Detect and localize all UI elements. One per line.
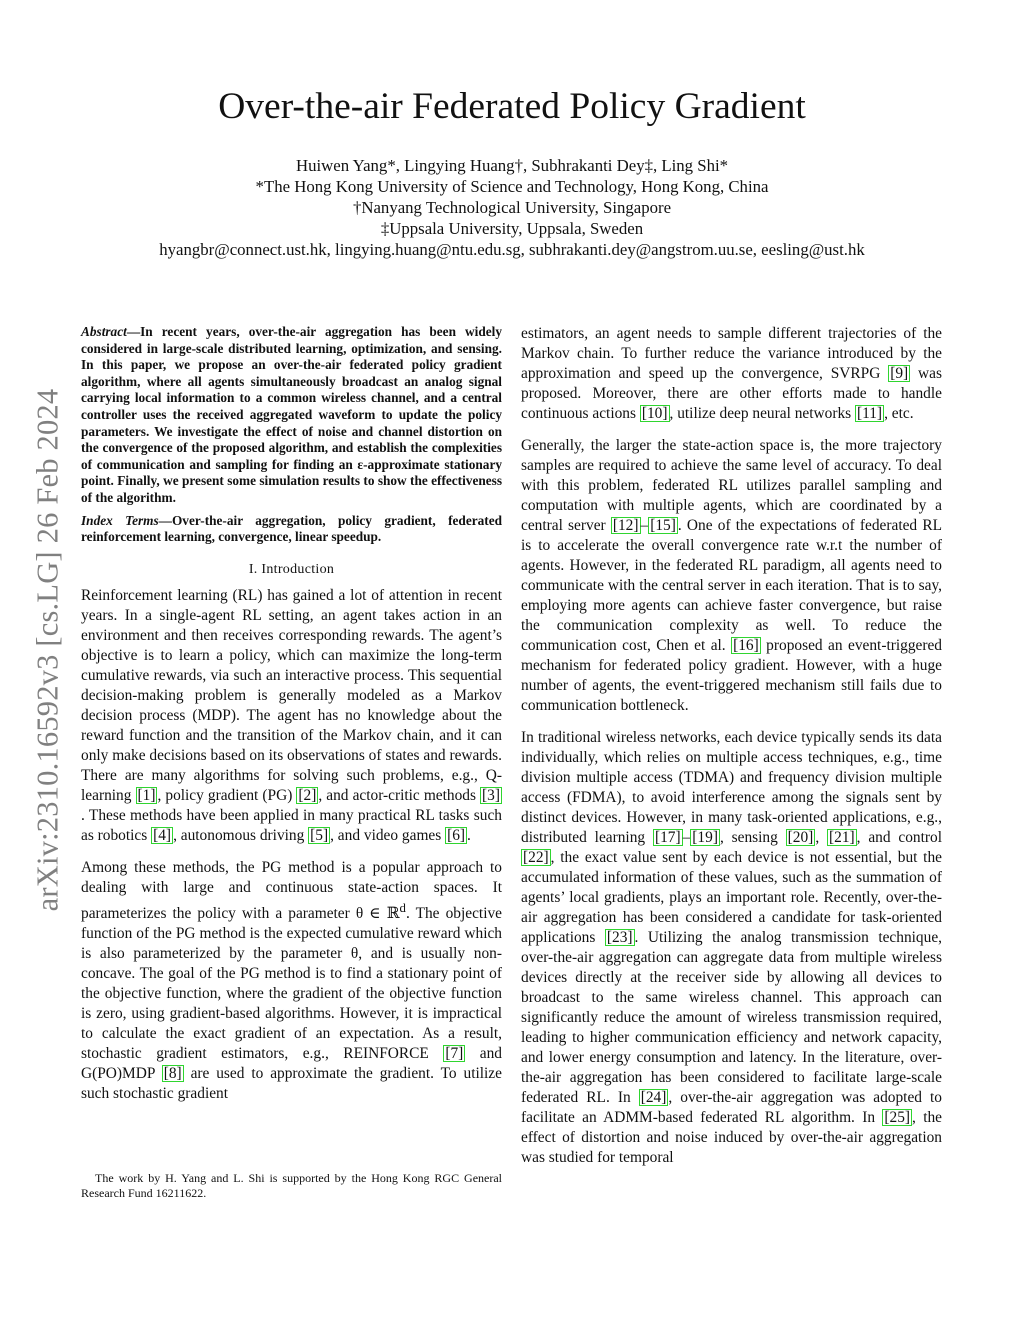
intro-paragraph-4	[521, 436, 942, 716]
citation-link[interactable]: [17]	[654, 829, 681, 846]
text-run: , and video games	[330, 826, 446, 844]
text-run: , the exact value sent by each device is not essential, but the accumulated information of these values, such as the summation of agents’ local gradients, plays an important role. Recently, over-the-air aggregation has been considered a candidate for task-oriented applications	[521, 849, 942, 946]
right-column	[521, 324, 942, 1180]
citation-link[interactable]: [2]	[298, 786, 317, 804]
abstract-text: —In recent years, over-the-air aggregation has been widely considered in large-scale distributed learning, optimization, and sensing. In this paper, we propose an over-the-air federated policy gradient algorithm, where all agents simultaneously broadcast an analog signal carrying local information to a common wireless channel, and a central controller uses the received aggregated waveform to update the policy parameters. We investigate the effect of noise and channel distortion on the convergence of the proposed algorithm, and establish the complexities of communication and sampling for finding an ε-approximate stationary point. Finally, we present some simulation results to show the effectiveness of the algorithm.	[81, 324, 502, 505]
citation-link[interactable]: [5]	[310, 826, 329, 844]
footnote: The work by H. Yang and L. Shi is supported by the Hong Kong RGC General Research Fund 16211622.	[81, 1171, 502, 1200]
arxiv-identifier-stamp	[28, 355, 68, 945]
text-run: , policy gradient (PG)	[157, 786, 297, 804]
text-run: ,	[815, 829, 827, 846]
citation-link[interactable]: [4]	[153, 826, 172, 844]
text-run: .	[467, 826, 471, 844]
intro-paragraph-1	[81, 586, 502, 846]
abstract-label: Abstract	[81, 324, 127, 339]
citation-link[interactable]: [11]	[856, 405, 883, 422]
citation-link[interactable]: [15]	[650, 517, 676, 534]
citation-link[interactable]: [20]	[787, 829, 814, 846]
affiliation-uppsala: ‡Uppsala University, Uppsala, Sweden	[380, 219, 644, 238]
citation-link[interactable]: [16]	[733, 637, 759, 654]
text-run: was proposed. Moreover, there are other efforts made to handle continuous actions	[521, 365, 942, 422]
citation-link[interactable]: [10]	[641, 405, 668, 422]
text-run: Among these methods, the PG method is a popular approach to dealing with large and continuous state-action spaces. It parameterizes the policy with a parameter θ ∈ ℝ	[81, 858, 502, 922]
text-run: , sensing	[719, 829, 786, 846]
text-run: In traditional wireless networks, each device typically sends its data individually, which relies on multiple access techniques, e.g., time division multiple access (TDMA) and frequency division multiple access (FDMA), to avoid interference among the signals sent by distinct devices. However, in many task-oriented applications, e.g., distributed learning	[521, 729, 942, 846]
superscript-d: d	[399, 900, 406, 915]
text-run: , the effect of distortion and noise induced by over-the-air aggregation was studied for temporal	[521, 1109, 943, 1166]
paper-title: Over-the-air Federated Policy Gradient	[218, 86, 806, 127]
text-run: Reinforcement learning (RL) has gained a lot of attention in recent years. In a single-agent RL setting, an agent takes action in an environment and then receives corresponding rewards. The agent’s objective is to learn a policy, which can maximize the long-term cumulative rewards, via such an interactive process. This sequential decision-making problem is generally modeled as a Markov decision process (MDP). The agent has no knowledge about the reward function and the transition of the Markov chain, and it can only make decisions based on its observations of states and rewards. There are many algorithms for solving such problems, e.g., Q-learning	[81, 586, 503, 804]
intro-paragraph-2	[81, 858, 502, 1104]
text-run: Generally, the larger the state-action space is, the more trajectory samples are required to achieve the same level of accuracy. To deal with this problem, federated RL utilizes parallel sampling and computation with multiple agents, which are coordinated by a central server	[521, 437, 942, 534]
text-run: are used to approximate the gradient. To utilize such stochastic gradient	[81, 1064, 502, 1102]
citation-link[interactable]: [22]	[523, 849, 549, 866]
citation-link[interactable]: [8]	[163, 1064, 182, 1082]
citation-link[interactable]: [9]	[890, 365, 909, 382]
index-terms-label: Index Terms	[81, 512, 159, 528]
affiliation-ntu: †Nanyang Technological University, Singapore	[352, 198, 672, 217]
intro-paragraph-5	[521, 728, 942, 1168]
citation-link[interactable]: [24]	[640, 1089, 667, 1106]
index-terms-text: —Over-the-air aggregation, policy gradient, federated reinforcement learning, convergence, linear speedup.	[81, 512, 502, 545]
citation-link[interactable]: [3]	[482, 786, 500, 804]
text-run: –	[640, 517, 649, 534]
affiliation-hkust: *The Hong Kong University of Science and Technology, Hong Kong, China	[255, 177, 769, 196]
text-run: . One of the expectations of federated RL is to accelerate the overall convergence rate w.r.t the number of agents. However, in the federated RL paradigm, all agents need to communicate with the central server in each iteration. That is to say, employing more agents can achieve faster convergence, but raise the communication complexity as well. To reduce the communication cost, Chen et al.	[521, 517, 942, 654]
citation-link[interactable]: [23]	[606, 929, 633, 946]
citation-link[interactable]: [25]	[884, 1109, 911, 1126]
text-run: proposed an event-triggered mechanism for federated policy gradient. However, with a huge number of agents, the event-triggered mechanism still fails due to communication bottleneck.	[521, 637, 942, 714]
text-run: and G(PO)MDP	[81, 1044, 503, 1082]
citation-link[interactable]: [21]	[829, 829, 855, 846]
author-names: Huiwen Yang*, Lingying Huang†, Subhrakanti Dey‡, Ling Shi*	[295, 156, 729, 175]
text-run: . These methods have been applied in many practical RL tasks such as robotics	[81, 806, 502, 844]
section-heading-introduction: I. Introduction	[248, 561, 335, 577]
left-column	[81, 324, 502, 1116]
author-block	[0, 155, 1024, 260]
index-terms	[81, 513, 502, 546]
text-run: , and control	[856, 829, 942, 846]
text-run: , autonomous driving	[173, 826, 309, 844]
citation-link[interactable]: [7]	[445, 1044, 464, 1062]
author-emails: hyangbr@connect.ust.hk, lingying.huang@ntu.edu.sg, subhrakanti.dey@angstrom.uu.se, eesling@ust.hk	[159, 240, 865, 259]
text-run: . Utilizing the analog transmission technique, over-the-air aggregation can aggregate data from multiple wireless devices directly at the receiver side by allowing all devices to broadcast to the same wireless channel. This approach can significantly reduce the amount of wireless transmission required, leading to higher communication efficiency and network capacity, and lower energy consumption and latency. In the literature, over-the-air aggregation has been considered to facilitate large-scale federated RL. In	[521, 929, 942, 1106]
text-run: . The objective function of the PG method is the expected cumulative reward which is also parameterized by the parameter θ, and is usually non-concave. The goal of the PG method is to find a stationary point of the objective function, where the gradient of the objective function is zero, using gradient-based algorithms. However, it is impractical to calculate the exact gradient of an expectation. As a result, stochastic gradient estimators, e.g., REINFORCE	[81, 904, 502, 1062]
text-run: –	[682, 829, 691, 846]
text-run: , over-the-air aggregation was adopted to facilitate an ADMM-based federated RL algorithm. In	[521, 1089, 942, 1126]
text-run: estimators, an agent needs to sample different trajectories of the Markov chain. To further reduce the variance introduced by the approximation and speed up the convergence, SVRPG	[521, 325, 942, 382]
citation-link[interactable]: [1]	[137, 786, 156, 804]
citation-link[interactable]: [12]	[612, 517, 639, 534]
text-run: , etc.	[884, 405, 914, 422]
text-run: , utilize deep neural networks	[669, 405, 855, 422]
arxiv-stamp-text: arXiv:2310.16592v3 [cs.LG] 26 Feb 2024	[30, 388, 65, 912]
citation-link[interactable]: [6]	[447, 826, 466, 844]
citation-link[interactable]: [19]	[692, 829, 718, 846]
intro-paragraph-3	[521, 324, 942, 424]
text-run: , and actor-critic methods	[318, 786, 481, 804]
abstract	[81, 324, 502, 507]
